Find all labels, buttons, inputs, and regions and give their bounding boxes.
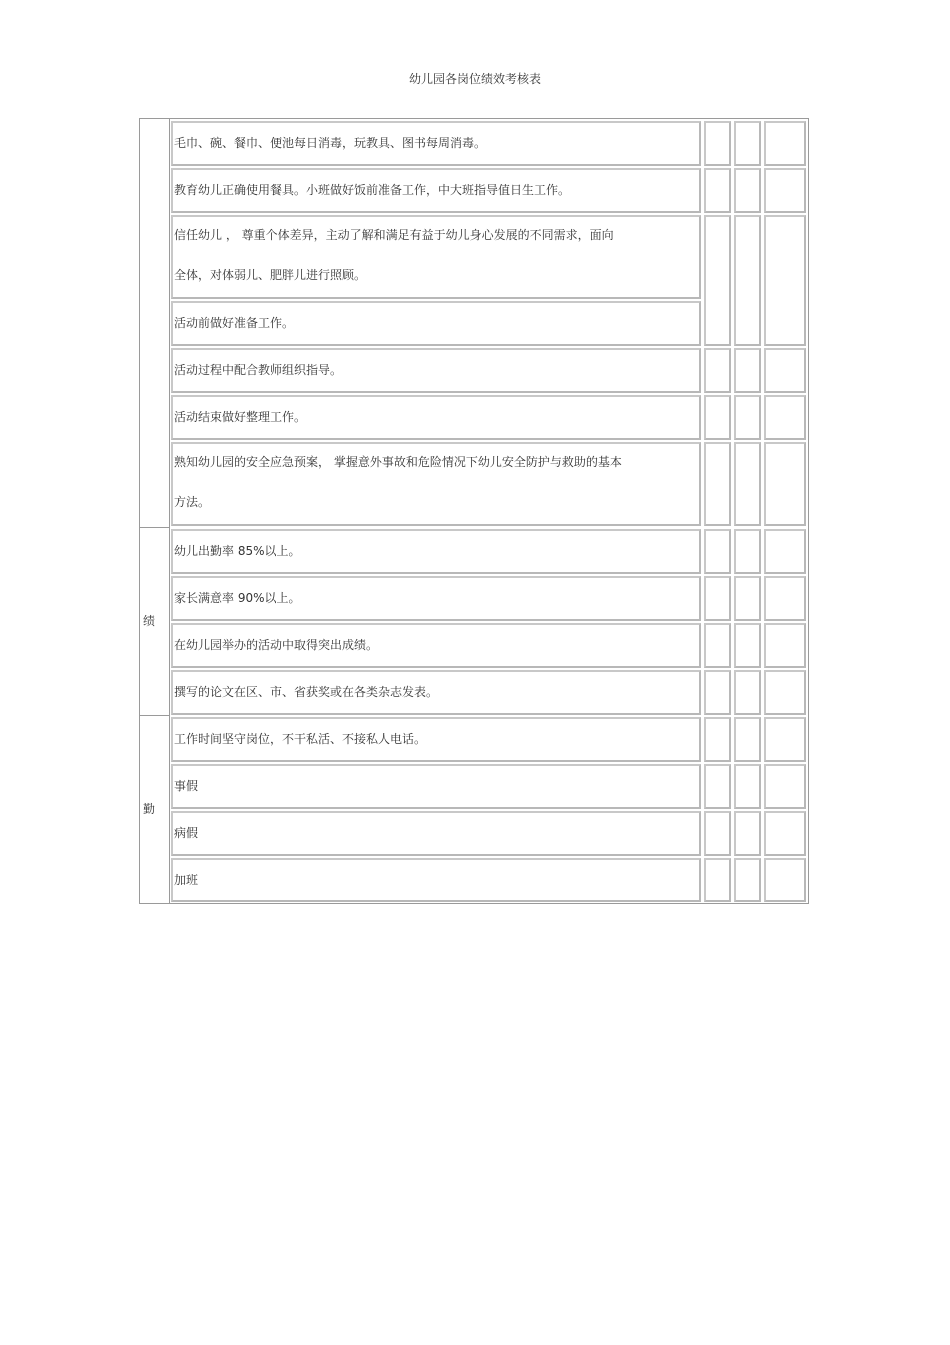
score-cell[interactable] (734, 670, 761, 715)
score-cell[interactable] (734, 529, 761, 574)
score-cell[interactable] (764, 442, 806, 526)
score-cell[interactable] (704, 121, 731, 166)
score-cell[interactable] (764, 121, 806, 166)
criterion-row (171, 858, 701, 902)
criterion-row (171, 670, 701, 715)
criterion-text: 毛巾、碗、餐巾、便池每日消毒，玩教具、图书每周消毒。 (174, 136, 487, 150)
criterion-text: 事假 (174, 779, 199, 793)
score-cell[interactable] (704, 442, 731, 526)
score-cell[interactable] (734, 858, 761, 902)
score-cell[interactable] (764, 811, 806, 856)
score-cell[interactable] (704, 764, 731, 809)
criterion-row (171, 121, 701, 166)
criterion-text: 教育幼儿正确使用餐具。小班做好饭前准备工作，中大班指导值日生工作。 (174, 183, 571, 197)
criterion-row (171, 529, 701, 574)
criterion-text: 活动过程中配合教师组织指导。 (174, 363, 343, 377)
score-cell[interactable] (764, 168, 806, 213)
category-label-qin: 勤 (142, 802, 155, 816)
criterion-text: 工作时间坚守岗位，不干私活、不接私人电话。 (174, 732, 427, 746)
criterion-text: 全体，对体弱儿、肥胖儿进行照顾。 (174, 268, 367, 282)
score-cell[interactable] (704, 529, 731, 574)
score-cell[interactable] (764, 576, 806, 621)
score-cell[interactable] (734, 168, 761, 213)
criterion-row (171, 764, 701, 809)
score-cell[interactable] (704, 576, 731, 621)
criterion-text: 病假 (174, 826, 199, 840)
criterion-row (171, 395, 701, 440)
score-cell[interactable] (734, 623, 761, 668)
score-cell[interactable] (734, 121, 761, 166)
score-cell[interactable] (704, 348, 731, 393)
score-cell[interactable] (734, 348, 761, 393)
score-cell[interactable] (704, 717, 731, 762)
criterion-row (171, 442, 701, 526)
score-cell[interactable] (764, 623, 806, 668)
score-cell[interactable] (764, 395, 806, 440)
criterion-text: 方法。 (174, 495, 211, 509)
score-cell[interactable] (704, 215, 731, 346)
criterion-row (171, 215, 701, 299)
page-title: 幼儿园各岗位绩效考核表 (408, 72, 541, 86)
category-label-ji: 绩 (142, 614, 155, 628)
criterion-text: 活动前做好准备工作。 (174, 316, 295, 330)
criterion-text: 信任幼儿 ， 尊重个体差异，主动了解和满足有益于幼儿身心发展的不同需求，面向 (174, 228, 614, 242)
criterion-row (171, 576, 701, 621)
score-cell[interactable] (764, 858, 806, 902)
criterion-text: 熟知幼儿园的安全应急预案， 掌握意外事故和危险情况下幼儿安全防护与救助的基本 (174, 455, 622, 469)
criterion-row (171, 811, 701, 856)
score-cell[interactable] (734, 395, 761, 440)
criterion-row (171, 717, 701, 762)
criterion-text: 活动结束做好整理工作。 (174, 410, 307, 424)
criterion-row (171, 168, 701, 213)
score-cell[interactable] (764, 348, 806, 393)
score-cell[interactable] (704, 811, 731, 856)
score-cell[interactable] (764, 764, 806, 809)
score-cell[interactable] (764, 717, 806, 762)
score-cell[interactable] (704, 670, 731, 715)
score-cell[interactable] (764, 670, 806, 715)
criterion-row (171, 348, 701, 393)
score-cell[interactable] (704, 395, 731, 440)
score-cell[interactable] (734, 811, 761, 856)
score-cell[interactable] (734, 717, 761, 762)
score-cell[interactable] (764, 215, 806, 346)
score-cell[interactable] (704, 168, 731, 213)
score-cell[interactable] (734, 215, 761, 346)
score-cell[interactable] (734, 576, 761, 621)
score-cell[interactable] (764, 529, 806, 574)
criterion-text: 幼儿出勤率 85%以上。 (174, 544, 301, 558)
score-cell[interactable] (734, 764, 761, 809)
category-divider (139, 715, 170, 716)
score-cell[interactable] (704, 858, 731, 902)
criterion-row (171, 623, 701, 668)
criterion-text: 在幼儿园举办的活动中取得突出成绩。 (174, 638, 379, 652)
criterion-row (171, 301, 701, 346)
score-cell[interactable] (704, 623, 731, 668)
criterion-text: 撰写的论文在区、市、省获奖或在各类杂志发表。 (174, 685, 439, 699)
criterion-text: 家长满意率 90%以上。 (174, 591, 301, 605)
category-column (139, 118, 170, 904)
score-cell[interactable] (734, 442, 761, 526)
category-divider (139, 527, 170, 528)
criterion-text: 加班 (174, 873, 199, 887)
